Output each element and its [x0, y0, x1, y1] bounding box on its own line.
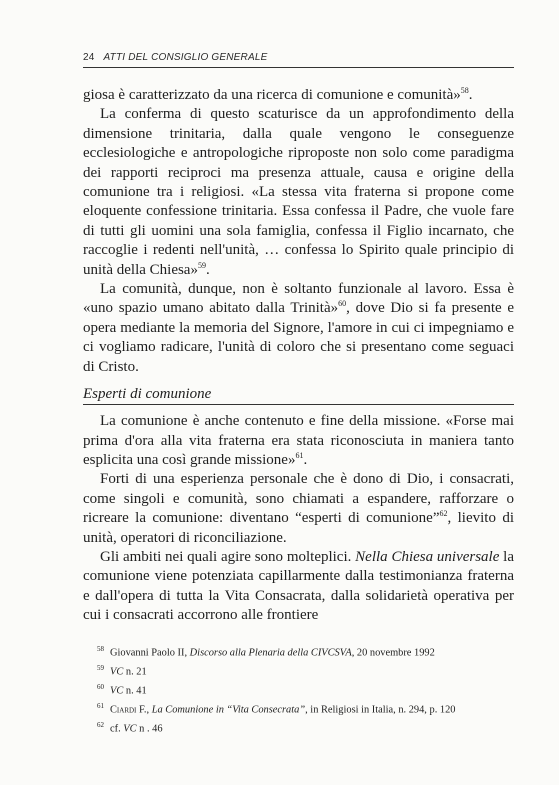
paragraph-2 — [83, 105, 514, 280]
footnote-title: VC — [110, 685, 124, 697]
footnote-post: n. 21 — [125, 666, 147, 678]
footnote-post: n . 46 — [139, 722, 163, 734]
footnote-title: Discorso alla Plenaria della CIVCSVA — [189, 647, 352, 659]
section-heading-text: Esperti di comunione — [83, 384, 514, 405]
footnote-pre: cf. — [110, 722, 121, 734]
p2-end: . — [205, 261, 210, 278]
footnote-post: n. 41 — [125, 685, 147, 697]
footnote-59 — [97, 661, 517, 680]
footnote-ref-61[interactable]: 61 — [295, 450, 304, 460]
footnote-number: 60 — [97, 682, 104, 691]
p1-end: . — [468, 87, 473, 103]
footnote-ref-62[interactable]: 62 — [439, 509, 448, 519]
footnote-ref-60[interactable]: 60 — [338, 299, 347, 309]
footnote-title: VC — [123, 722, 137, 734]
footnote-post: , in Religiosi in Italia, n. 294, p. 120 — [305, 704, 456, 716]
p3-text-b: , dove Dio si fa presente e opera mediante la memoria del Signore, l'amore in cui ci impegniamo e ci vogliamo radicare, l'unità di coloro che si presentano come seguaci di Cristo. — [83, 300, 514, 375]
footnote-title: La Comunione in “Vita Consecrata” — [151, 704, 306, 716]
footnote-number: 61 — [97, 701, 104, 710]
p6-text-b: la comunione viene potenziata capillarmente dalla testimonianza fraterna e dall'opera di tutta la Vita Consacrata, dalla solidarietà operativa per cui i consacrati accorrono alle frontiere — [83, 548, 514, 624]
footnote-pre: Giovanni Paolo II, — [110, 647, 188, 659]
footnote-title: VC — [110, 666, 124, 678]
p6-text-a: Gli ambiti nei quali agire sono molteplici. — [100, 548, 352, 565]
footnote-58 — [97, 642, 517, 661]
footnote-60 — [97, 680, 517, 699]
footnote-61 — [97, 699, 517, 718]
footnote-ref-58[interactable]: 58 — [460, 86, 469, 95]
paragraph-1 — [83, 86, 514, 105]
footnote-number: 58 — [97, 645, 104, 653]
body-text — [83, 86, 514, 626]
footnote-ref-59[interactable]: 59 — [197, 260, 206, 270]
paragraph-5 — [83, 470, 514, 548]
paragraph-6 — [83, 548, 514, 626]
p5-text-a: Forti di una esperienza personale che è dono di Dio, i consacrati, come singoli e comunità, sono chiamati a espandere, rafforzare o ricreare la comunione: diventano “esperti di comunione” — [83, 471, 514, 527]
page-number: 24 — [83, 52, 95, 63]
paragraph-4 — [83, 412, 514, 470]
p4-text: La comunione è anche contenuto e fine della missione. «Forse mai prima d'ora alla vita fraterna era stata riconosciuta in maniera tanto esplicita una così grande missione» — [83, 413, 514, 468]
p4-end: . — [303, 451, 308, 468]
p5-text-b: , lievito di unità, operatori di riconciliazione. — [83, 510, 514, 546]
footnotes — [97, 642, 517, 736]
p1-text: giosa è caratterizzato da una ricerca di comunione e comunità» — [83, 87, 461, 103]
running-header — [83, 52, 514, 63]
footnote-pre: Ciardi F., — [110, 704, 150, 716]
section-heading — [83, 384, 514, 405]
footnote-62 — [97, 718, 517, 737]
p6-italic: Nella Chiesa universale — [355, 548, 500, 565]
running-title: ATTI DEL CONSIGLIO GENERALE — [103, 52, 268, 63]
footnote-number: 62 — [97, 720, 104, 729]
paragraph-3 — [83, 280, 514, 377]
header-rule — [83, 67, 514, 68]
footnote-post: , 20 novembre 1992 — [351, 647, 435, 659]
footnote-number: 59 — [97, 663, 104, 672]
p3-text-a: La comunità, dunque, non è soltanto funzionale al lavoro. Essa è «uno spazio umano abitato dalla Trinità» — [83, 281, 514, 317]
p2-text: La conferma di questo scaturisce da un approfondimento della dimensione trinitaria, dalla quale vengono le conseguenze ecclesiologiche e antropologiche riproposte non solo come paradigma dei rapporti reciproci ma presenza attuale, causa e origine della comunione tra i religiosi. «La stessa vita fraterna si propone come eloquente confessione trinitaria. Essa confessa il Padre, che vuole fare di tutti gli uomini una sola famiglia, confessa il Figlio incarnato, che raccoglie i redenti nell'unità, … confessa lo Spirito quale principio di unità della Chiesa» — [83, 106, 514, 278]
